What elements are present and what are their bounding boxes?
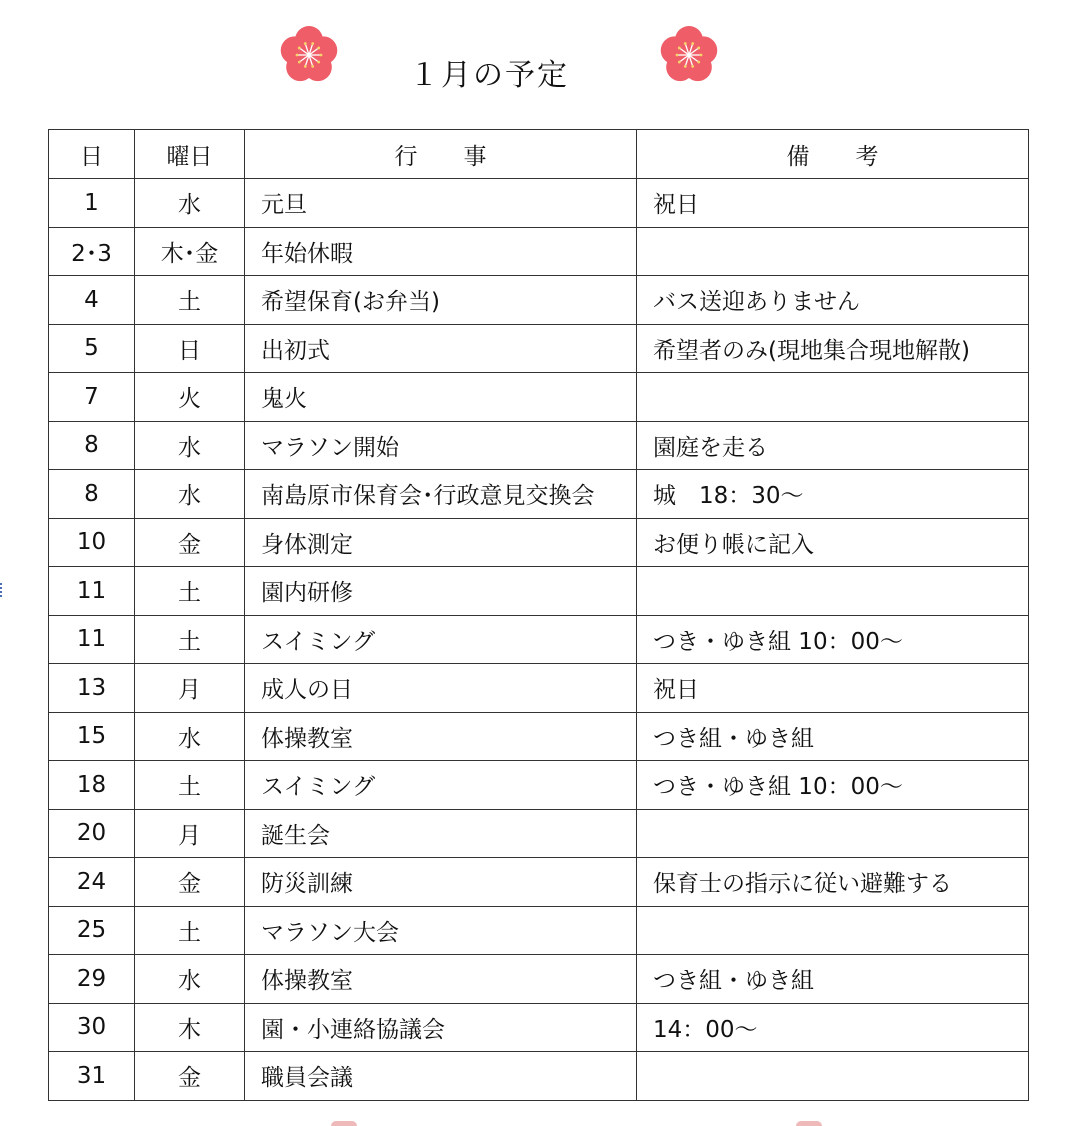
cell-event: 誕生会 xyxy=(245,809,637,858)
table-row xyxy=(49,906,1029,955)
table-row xyxy=(49,518,1029,567)
cell-event: 成人の日 xyxy=(245,664,637,713)
header-day: 日 xyxy=(49,130,135,179)
header-note: 備 考 xyxy=(637,130,1029,179)
cell-event: 元旦 xyxy=(245,179,637,228)
cell-event: 体操教室 xyxy=(245,712,637,761)
cell-note xyxy=(637,1052,1029,1101)
cell-day: 20 xyxy=(49,809,135,858)
table-row xyxy=(49,955,1029,1004)
table-row xyxy=(49,227,1029,276)
cell-event: 防災訓練 xyxy=(245,858,637,907)
cell-weekday: 水 xyxy=(135,955,245,1004)
cell-weekday: 木･金 xyxy=(135,227,245,276)
table-row xyxy=(49,1003,1029,1052)
cell-day: 30 xyxy=(49,1003,135,1052)
cell-event: 職員会議 xyxy=(245,1052,637,1101)
cell-day: 24 xyxy=(49,858,135,907)
cell-day: 29 xyxy=(49,955,135,1004)
cell-note: つき・ゆき組 10：00～ xyxy=(637,761,1029,810)
cell-weekday: 土 xyxy=(135,906,245,955)
cell-weekday: 土 xyxy=(135,761,245,810)
table-row xyxy=(49,373,1029,422)
cell-note: 14：00～ xyxy=(637,1003,1029,1052)
cell-event: 園内研修 xyxy=(245,567,637,616)
cell-weekday: 金 xyxy=(135,858,245,907)
cell-note: 保育士の指示に従い避難する xyxy=(637,858,1029,907)
cell-weekday: 土 xyxy=(135,276,245,325)
table-row xyxy=(49,567,1029,616)
schedule-table xyxy=(48,129,1029,1101)
margin-mark xyxy=(0,583,4,597)
cell-note: 希望者のみ(現地集合現地解散) xyxy=(637,324,1029,373)
table-header-row xyxy=(49,130,1029,179)
cell-weekday: 月 xyxy=(135,809,245,858)
cell-event: 年始休暇 xyxy=(245,227,637,276)
table-row xyxy=(49,276,1029,325)
cell-weekday: 日 xyxy=(135,324,245,373)
cell-day: 15 xyxy=(49,712,135,761)
cell-weekday: 金 xyxy=(135,518,245,567)
table-row xyxy=(49,179,1029,228)
cell-day: 18 xyxy=(49,761,135,810)
cell-day: 1 xyxy=(49,179,135,228)
table-row xyxy=(49,1052,1029,1101)
flower-partial-icon xyxy=(796,1121,822,1126)
header-weekday: 曜日 xyxy=(135,130,245,179)
cell-day: 25 xyxy=(49,906,135,955)
table-row xyxy=(49,712,1029,761)
cell-event: 園・小連絡協議会 xyxy=(245,1003,637,1052)
cell-day: 13 xyxy=(49,664,135,713)
cell-note: バス送迎ありません xyxy=(637,276,1029,325)
cell-day: 31 xyxy=(49,1052,135,1101)
cell-day: 5 xyxy=(49,324,135,373)
cell-note xyxy=(637,809,1029,858)
flower-partial-icon xyxy=(331,1121,357,1126)
page-title: １月の予定 xyxy=(409,58,569,93)
table-row xyxy=(49,421,1029,470)
cell-note xyxy=(637,906,1029,955)
table-row xyxy=(49,470,1029,519)
cell-day: 11 xyxy=(49,567,135,616)
cell-day: 8 xyxy=(49,421,135,470)
cell-note xyxy=(637,567,1029,616)
cell-event: マラソン大会 xyxy=(245,906,637,955)
cell-event: 身体測定 xyxy=(245,518,637,567)
cell-note: 祝日 xyxy=(637,179,1029,228)
cell-event: 体操教室 xyxy=(245,955,637,1004)
table-row xyxy=(49,761,1029,810)
cell-weekday: 土 xyxy=(135,567,245,616)
table-row xyxy=(49,809,1029,858)
cell-weekday: 水 xyxy=(135,470,245,519)
cell-event: スイミング xyxy=(245,615,637,664)
cell-event: 鬼火 xyxy=(245,373,637,422)
cell-event: 南島原市保育会･行政意見交換会 xyxy=(245,470,637,519)
table-row xyxy=(49,615,1029,664)
cell-day: 4 xyxy=(49,276,135,325)
cell-day: 10 xyxy=(49,518,135,567)
table-row xyxy=(49,858,1029,907)
cell-event: 希望保育(お弁当) xyxy=(245,276,637,325)
cell-weekday: 水 xyxy=(135,712,245,761)
cell-note: 祝日 xyxy=(637,664,1029,713)
table-row xyxy=(49,664,1029,713)
table-row xyxy=(49,324,1029,373)
cell-day: 2･3 xyxy=(49,227,135,276)
cell-note: つき・ゆき組 10：00～ xyxy=(637,615,1029,664)
cell-weekday: 月 xyxy=(135,664,245,713)
cell-day: 11 xyxy=(49,615,135,664)
cell-note: 城 18：30～ xyxy=(637,470,1029,519)
cell-weekday: 木 xyxy=(135,1003,245,1052)
cell-event: スイミング xyxy=(245,761,637,810)
header-event: 行 事 xyxy=(245,130,637,179)
cell-event: マラソン開始 xyxy=(245,421,637,470)
cell-weekday: 水 xyxy=(135,179,245,228)
cell-note: つき組・ゆき組 xyxy=(637,955,1029,1004)
cell-day: 8 xyxy=(49,470,135,519)
cell-event: 出初式 xyxy=(245,324,637,373)
cell-note: 園庭を走る xyxy=(637,421,1029,470)
cell-day: 7 xyxy=(49,373,135,422)
cell-note: つき組・ゆき組 xyxy=(637,712,1029,761)
cell-weekday: 水 xyxy=(135,421,245,470)
cell-note: お便り帳に記入 xyxy=(637,518,1029,567)
cell-weekday: 土 xyxy=(135,615,245,664)
cell-weekday: 金 xyxy=(135,1052,245,1101)
cell-weekday: 火 xyxy=(135,373,245,422)
cell-note xyxy=(637,373,1029,422)
cell-note xyxy=(637,227,1029,276)
